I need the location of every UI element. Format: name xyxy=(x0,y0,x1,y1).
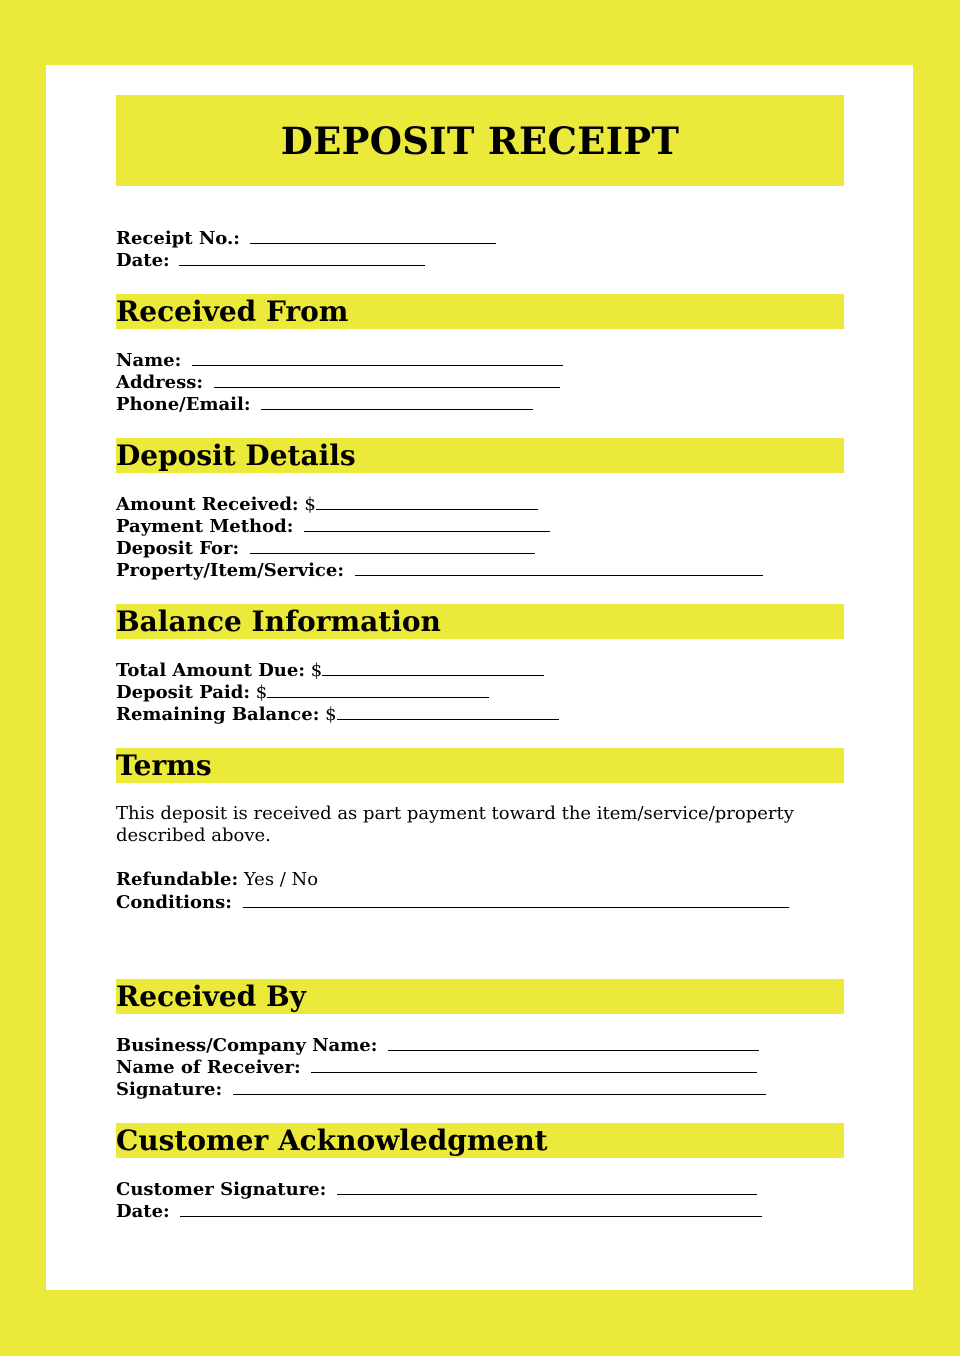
deposit-for-label: Deposit For: xyxy=(116,538,240,559)
property-label: Property/Item/Service: xyxy=(116,560,344,581)
signature-row xyxy=(116,1078,844,1100)
receipt-date-row xyxy=(116,249,844,271)
deposit-paid-label: Deposit Paid: xyxy=(116,682,250,703)
deposit-details-header xyxy=(116,438,844,473)
property-row xyxy=(116,559,844,581)
contact-field[interactable] xyxy=(261,393,533,410)
amount-currency: $ xyxy=(304,494,316,515)
business-row xyxy=(116,1034,844,1056)
business-field[interactable] xyxy=(388,1034,759,1051)
receipt-number-row xyxy=(116,227,844,249)
refundable-label: Refundable: xyxy=(116,869,239,890)
receipt-date-field[interactable] xyxy=(179,249,425,266)
customer-date-field[interactable] xyxy=(180,1200,762,1217)
customer-date-row xyxy=(116,1200,844,1222)
page-title: DEPOSIT RECEIPT xyxy=(280,118,680,163)
address-label: Address: xyxy=(116,372,203,393)
name-label: Name: xyxy=(116,350,182,371)
title-banner xyxy=(116,95,844,186)
remaining-row xyxy=(116,703,844,725)
deposit-paid-row xyxy=(116,681,844,703)
property-field[interactable] xyxy=(355,559,763,576)
balance-title: Balance Information xyxy=(116,604,441,638)
receiver-row xyxy=(116,1056,844,1078)
receipt-page xyxy=(46,65,913,1290)
business-label: Business/Company Name: xyxy=(116,1035,378,1056)
receipt-content xyxy=(116,95,844,1222)
receipt-meta xyxy=(116,227,844,271)
conditions-field[interactable] xyxy=(243,891,789,908)
deposit-for-row xyxy=(116,537,844,559)
amount-label: Amount Received: xyxy=(116,494,299,515)
amount-field[interactable] xyxy=(316,493,538,510)
received-from-header xyxy=(116,294,844,329)
contact-label: Phone/Email: xyxy=(116,394,251,415)
receiver-label: Name of Receiver: xyxy=(116,1057,301,1078)
conditions-label: Conditions: xyxy=(116,892,232,913)
terms-fields xyxy=(116,869,844,913)
address-row xyxy=(116,371,844,393)
deposit-details-title: Deposit Details xyxy=(116,438,356,472)
deposit-paid-currency: $ xyxy=(255,682,268,703)
receipt-number-label: Receipt No.: xyxy=(116,228,240,249)
receipt-number-field[interactable] xyxy=(250,227,496,244)
total-due-currency: $ xyxy=(310,660,323,681)
acknowledgment-title: Customer Acknowledgment xyxy=(116,1123,548,1157)
conditions-row xyxy=(116,891,844,913)
total-due-row xyxy=(116,659,844,681)
receiver-field[interactable] xyxy=(311,1056,757,1073)
customer-signature-row xyxy=(116,1178,844,1200)
balance-fields xyxy=(116,659,844,725)
deposit-for-field[interactable] xyxy=(250,537,535,554)
received-by-header xyxy=(116,979,844,1014)
name-field[interactable] xyxy=(192,349,563,366)
amount-row xyxy=(116,493,844,515)
signature-field[interactable] xyxy=(233,1078,766,1095)
name-row xyxy=(116,349,844,371)
contact-row xyxy=(116,393,844,415)
received-by-fields xyxy=(116,1034,844,1100)
terms-header xyxy=(116,748,844,783)
remaining-currency: $ xyxy=(325,704,337,725)
remaining-label: Remaining Balance: xyxy=(116,704,320,725)
received-by-title: Received By xyxy=(116,979,306,1013)
deposit-details-fields xyxy=(116,493,844,581)
signature-label: Signature: xyxy=(116,1079,223,1100)
method-field[interactable] xyxy=(304,515,550,532)
customer-signature-field[interactable] xyxy=(337,1178,757,1195)
terms-title: Terms xyxy=(116,748,212,782)
method-row xyxy=(116,515,844,537)
total-due-label: Total Amount Due: xyxy=(116,660,305,681)
acknowledgment-fields xyxy=(116,1178,844,1222)
deposit-paid-field[interactable] xyxy=(267,681,489,698)
remaining-field[interactable] xyxy=(337,703,559,720)
address-field[interactable] xyxy=(214,371,560,388)
refundable-options[interactable]: Yes / No xyxy=(243,869,319,890)
terms-text: This deposit is received as part payment toward the item/service/property described above. xyxy=(116,803,794,846)
received-from-title: Received From xyxy=(116,294,349,328)
method-label: Payment Method: xyxy=(116,516,294,537)
refundable-row xyxy=(116,869,844,891)
total-due-field[interactable] xyxy=(322,659,544,676)
customer-date-label: Date: xyxy=(116,1201,170,1222)
received-from-fields xyxy=(116,349,844,415)
balance-header xyxy=(116,604,844,639)
receipt-date-label: Date: xyxy=(116,250,170,271)
acknowledgment-header xyxy=(116,1123,844,1158)
customer-signature-label: Customer Signature: xyxy=(116,1179,327,1200)
